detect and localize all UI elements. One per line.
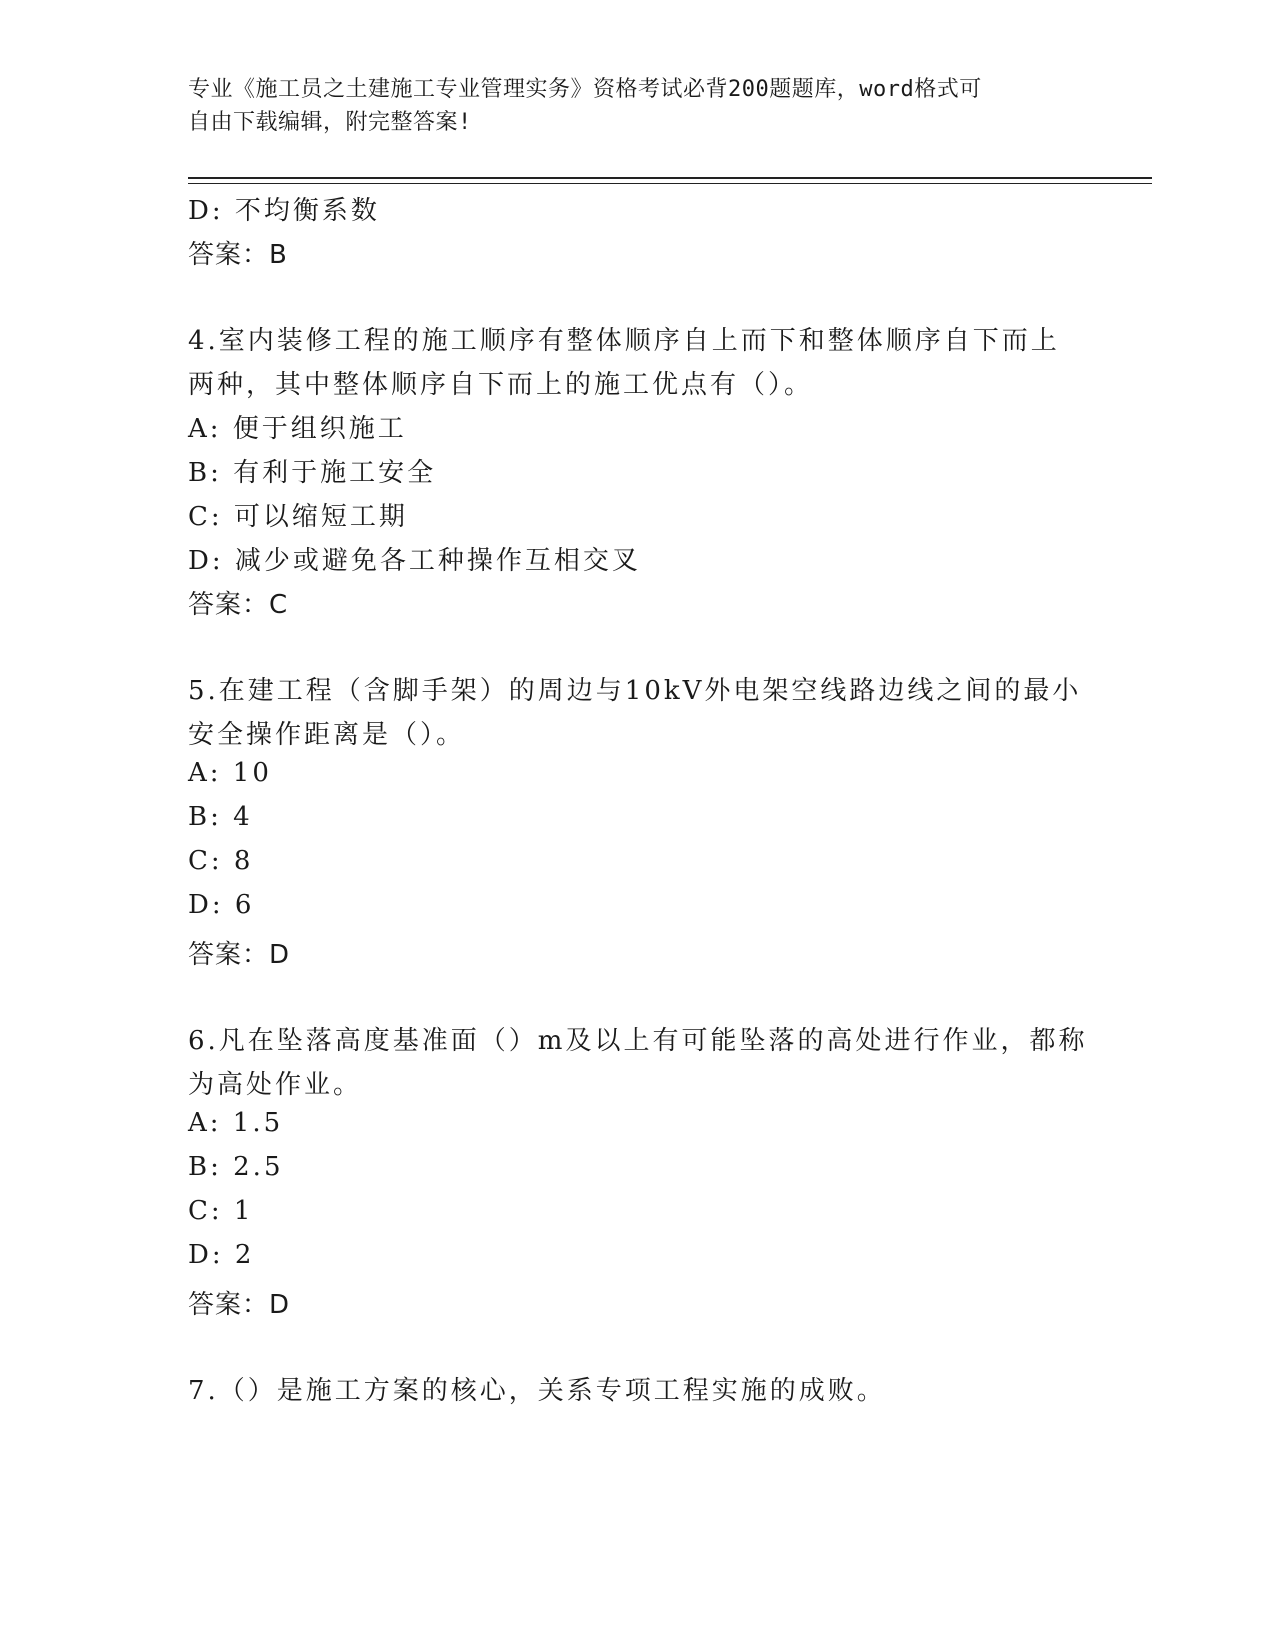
header-line-1: 专业《施工员之土建施工专业管理实务》资格考试必背200题题库，word格式可 [188, 77, 982, 102]
q5-option-c: C: 8 [188, 846, 254, 876]
q4-option-d: D: 减少或避免各工种操作互相交叉 [188, 546, 641, 576]
q6-option-b: B: 2.5 [188, 1152, 284, 1182]
q6-option-a: A: 1.5 [188, 1108, 284, 1138]
q4-option-c: C: 可以缩短工期 [188, 502, 408, 532]
q6-answer: 答案：D [188, 1290, 291, 1320]
q4-stem-line-2: 两种，其中整体顺序自下而上的施工优点有（）。 [188, 370, 814, 400]
q5-stem-line-2: 安全操作距离是（）。 [188, 720, 466, 750]
q5-answer: 答案：D [188, 940, 291, 970]
q4-option-b: B: 有利于施工安全 [188, 458, 437, 488]
q4-answer: 答案：C [188, 590, 289, 620]
q5-stem-line-1: 5.在建工程（含脚手架）的周边与10kV外电架空线路边线之间的最小 [188, 676, 1082, 706]
q5-option-d: D: 6 [188, 890, 255, 920]
q4-stem-line-1: 4.室内装修工程的施工顺序有整体顺序自上而下和整体顺序自下而上 [188, 326, 1060, 356]
q6-option-c: C: 1 [188, 1196, 254, 1226]
q3-answer: 答案：B [188, 240, 288, 270]
q4-option-a: A: 便于组织施工 [188, 414, 407, 444]
header-rule-thick [188, 177, 1152, 179]
header-line-2: 自由下载编辑，附完整答案! [188, 110, 472, 135]
q6-stem-line-1: 6.凡在坠落高度基准面（）m及以上有可能坠落的高处进行作业，都称 [188, 1026, 1088, 1056]
document-header [188, 73, 1088, 139]
q6-option-d: D: 2 [188, 1240, 255, 1270]
q5-option-a: A: 10 [188, 758, 272, 788]
header-rule-thin [188, 183, 1152, 184]
q3-option-d: D: 不均衡系数 [188, 196, 380, 226]
q6-stem-line-2: 为高处作业。 [188, 1070, 363, 1100]
q7-stem-line-1: 7.（）是施工方案的核心，关系专项工程实施的成败。 [188, 1376, 886, 1406]
q5-option-b: B: 4 [188, 802, 253, 832]
